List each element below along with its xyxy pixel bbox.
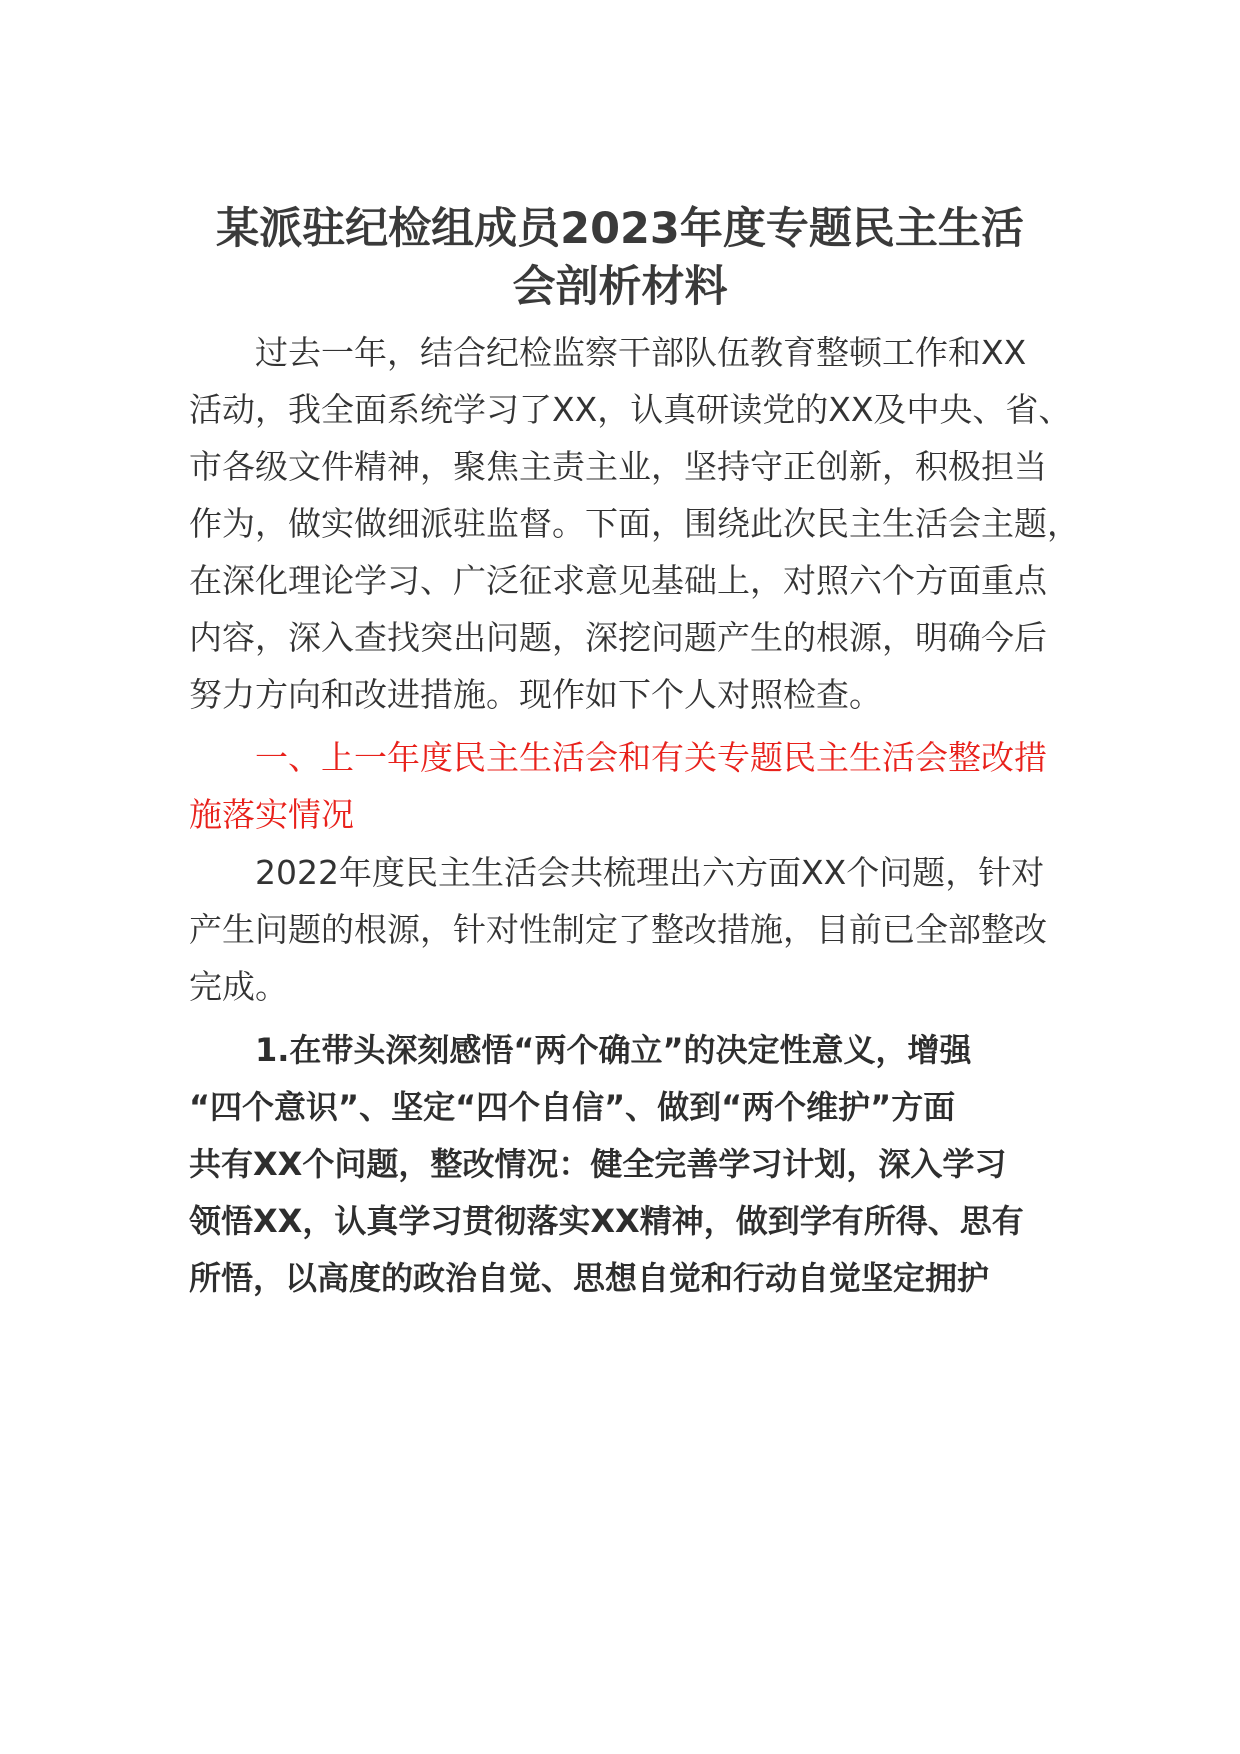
intro-line: 过去一年，结合纪检监察干部队伍教育整顿工作和XX	[255, 333, 1027, 372]
intro-line: 作为，做实做细派驻监督。下面，围绕此次民主生活会主题，	[189, 504, 1080, 543]
section-body-line: 2022年度民主生活会共梳理出六方面XX个问题，针对	[255, 853, 1045, 892]
section-heading: 施落实情况	[189, 795, 354, 834]
section-body-line: 产生问题的根源，针对性制定了整改措施，目前已全部整改	[189, 910, 1047, 949]
item-line: “四个意识”、坚定“四个自信”、做到“两个维护”方面	[189, 1088, 956, 1126]
title-line-2: 会剖析材料	[512, 262, 728, 312]
title-line-1: 某派驻纪检组成员2023年度专题民主生活	[216, 204, 1024, 254]
intro-line: 内容，深入查找突出问题，深挖问题产生的根源，明确今后	[189, 618, 1047, 657]
section-body-line: 完成。	[189, 967, 288, 1006]
item-line: 共有XX个问题，整改情况：健全完善学习计划，深入学习	[189, 1145, 1007, 1183]
item-line: 1.在带头深刻感悟“两个确立”的决定性意义，增强	[255, 1031, 972, 1069]
section-heading: 一、上一年度民主生活会和有关专题民主生活会整改措	[255, 738, 1047, 777]
intro-line: 活动，我全面系统学习了XX，认真研读党的XX及中央、省、	[189, 390, 1072, 429]
intro-line: 努力方向和改进措施。现作如下个人对照检查。	[189, 675, 882, 714]
intro-line: 在深化理论学习、广泛征求意见基础上，对照六个方面重点	[189, 561, 1047, 600]
intro-line: 市各级文件精神，聚焦主责主业，坚持守正创新，积极担当	[189, 447, 1047, 486]
document-title	[170, 200, 1070, 316]
item-line: 领悟XX，认真学习贯彻落实XX精神，做到学有所得、思有	[189, 1202, 1024, 1240]
item-line: 所悟，以高度的政治自觉、思想自觉和行动自觉坚定拥护	[189, 1259, 990, 1297]
